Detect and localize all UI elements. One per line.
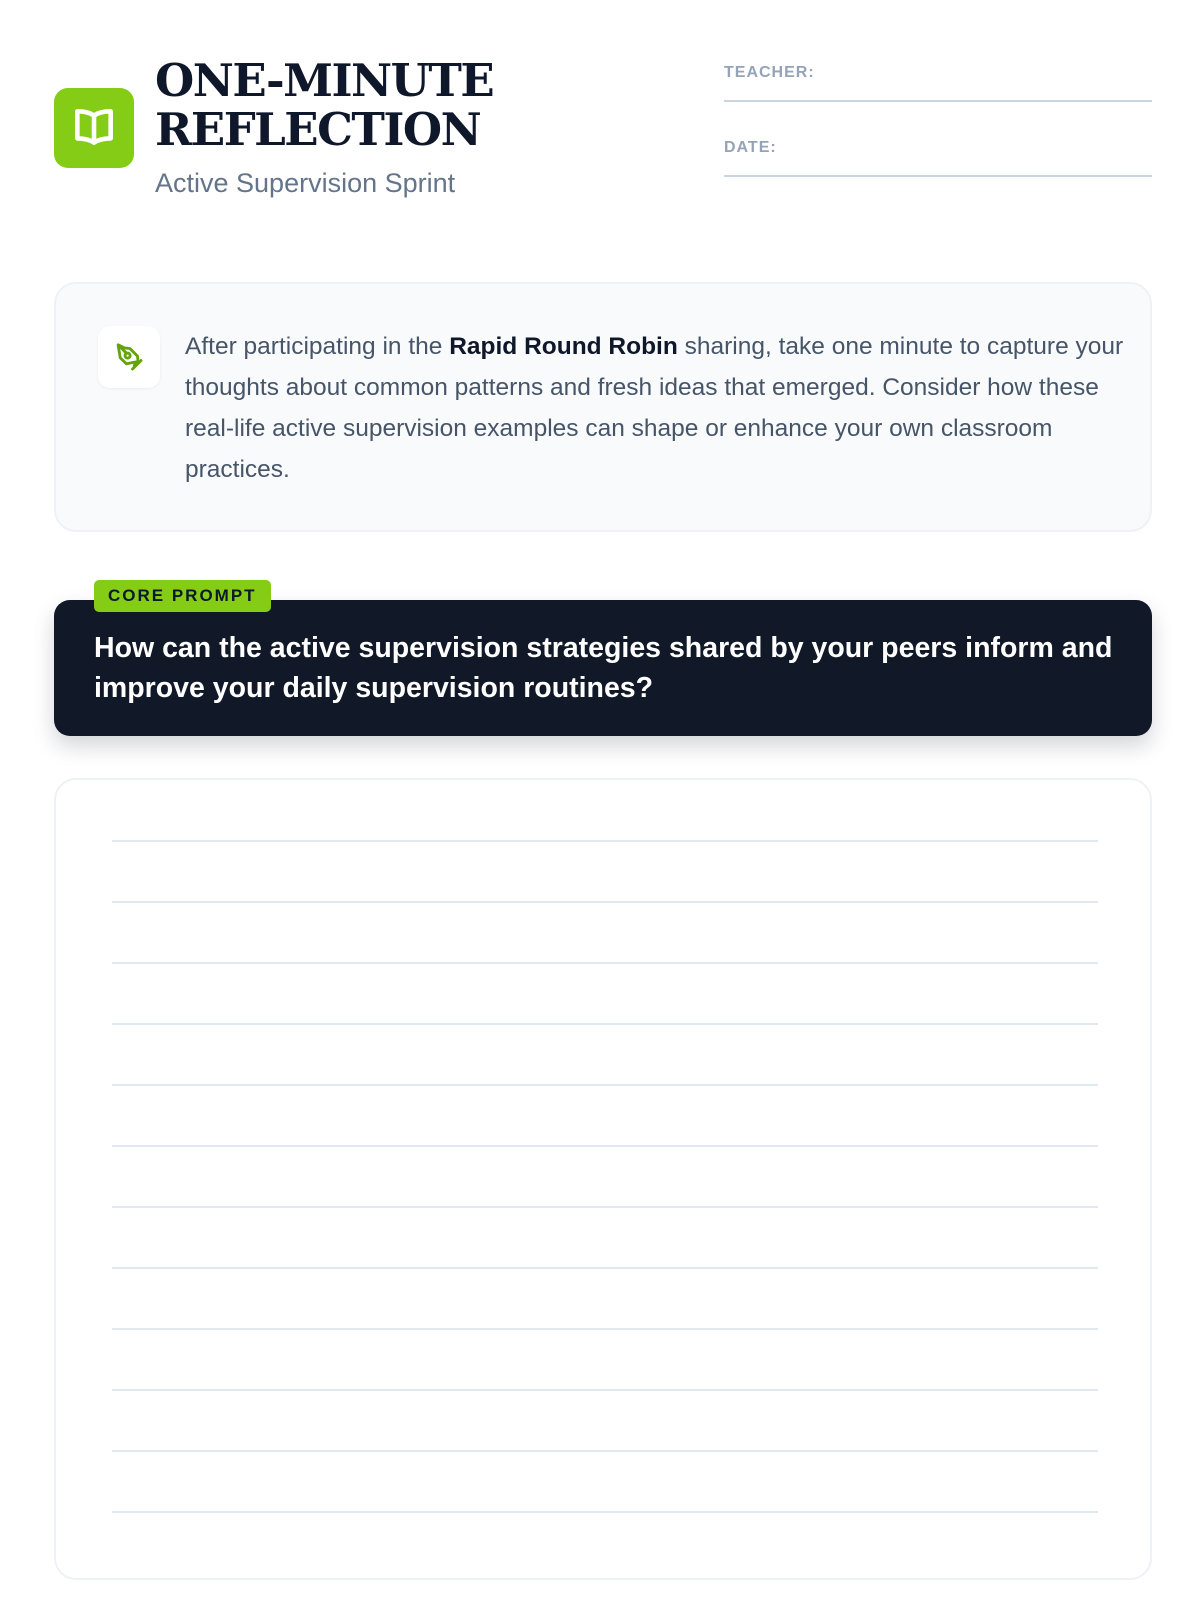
writing-line	[112, 1267, 1098, 1269]
page-title-line-1: ONE-MINUTE	[155, 54, 494, 107]
writing-line	[112, 1084, 1098, 1086]
pen-nib-icon	[112, 340, 146, 374]
open-book-icon	[69, 103, 119, 153]
writing-line	[112, 1389, 1098, 1391]
instructions-text-end: sharing, take one minute to capture your thoughts about common patterns and fresh ideas that emerged. Consider how these real-life active supervision examples can shape or enhance your own classroom practices.	[185, 333, 1124, 483]
page-title-line-2: REFLECTION	[155, 103, 481, 156]
writing-area[interactable]	[54, 778, 1152, 1580]
page-subtitle: Active Supervision Sprint	[155, 168, 456, 198]
title-block	[155, 56, 655, 199]
page-title	[155, 56, 655, 154]
instructions-card	[54, 282, 1152, 532]
core-prompt-box	[54, 600, 1152, 736]
pen-icon-tile	[98, 326, 160, 388]
core-prompt-badge: CORE PROMPT	[94, 580, 271, 612]
date-field[interactable]	[724, 139, 1152, 177]
teacher-label: TEACHER:	[724, 64, 815, 81]
instructions-text-start: After participating in the	[185, 333, 450, 360]
core-prompt-question: How can the active supervision strategies shared by your peers inform and improve your daily supervision routines?	[94, 632, 1113, 704]
writing-line	[112, 1145, 1098, 1147]
writing-line	[112, 840, 1098, 842]
instructions-text	[185, 326, 1125, 490]
teacher-field[interactable]	[724, 64, 1152, 102]
writing-line	[112, 962, 1098, 964]
date-label: DATE:	[724, 139, 777, 156]
logo-badge	[54, 88, 134, 168]
writing-line	[112, 1450, 1098, 1452]
writing-line	[112, 1511, 1098, 1513]
instructions-highlight: Rapid Round Robin	[449, 333, 678, 360]
writing-line	[112, 1023, 1098, 1025]
writing-line	[112, 901, 1098, 903]
writing-line	[112, 1328, 1098, 1330]
writing-line	[112, 1206, 1098, 1208]
